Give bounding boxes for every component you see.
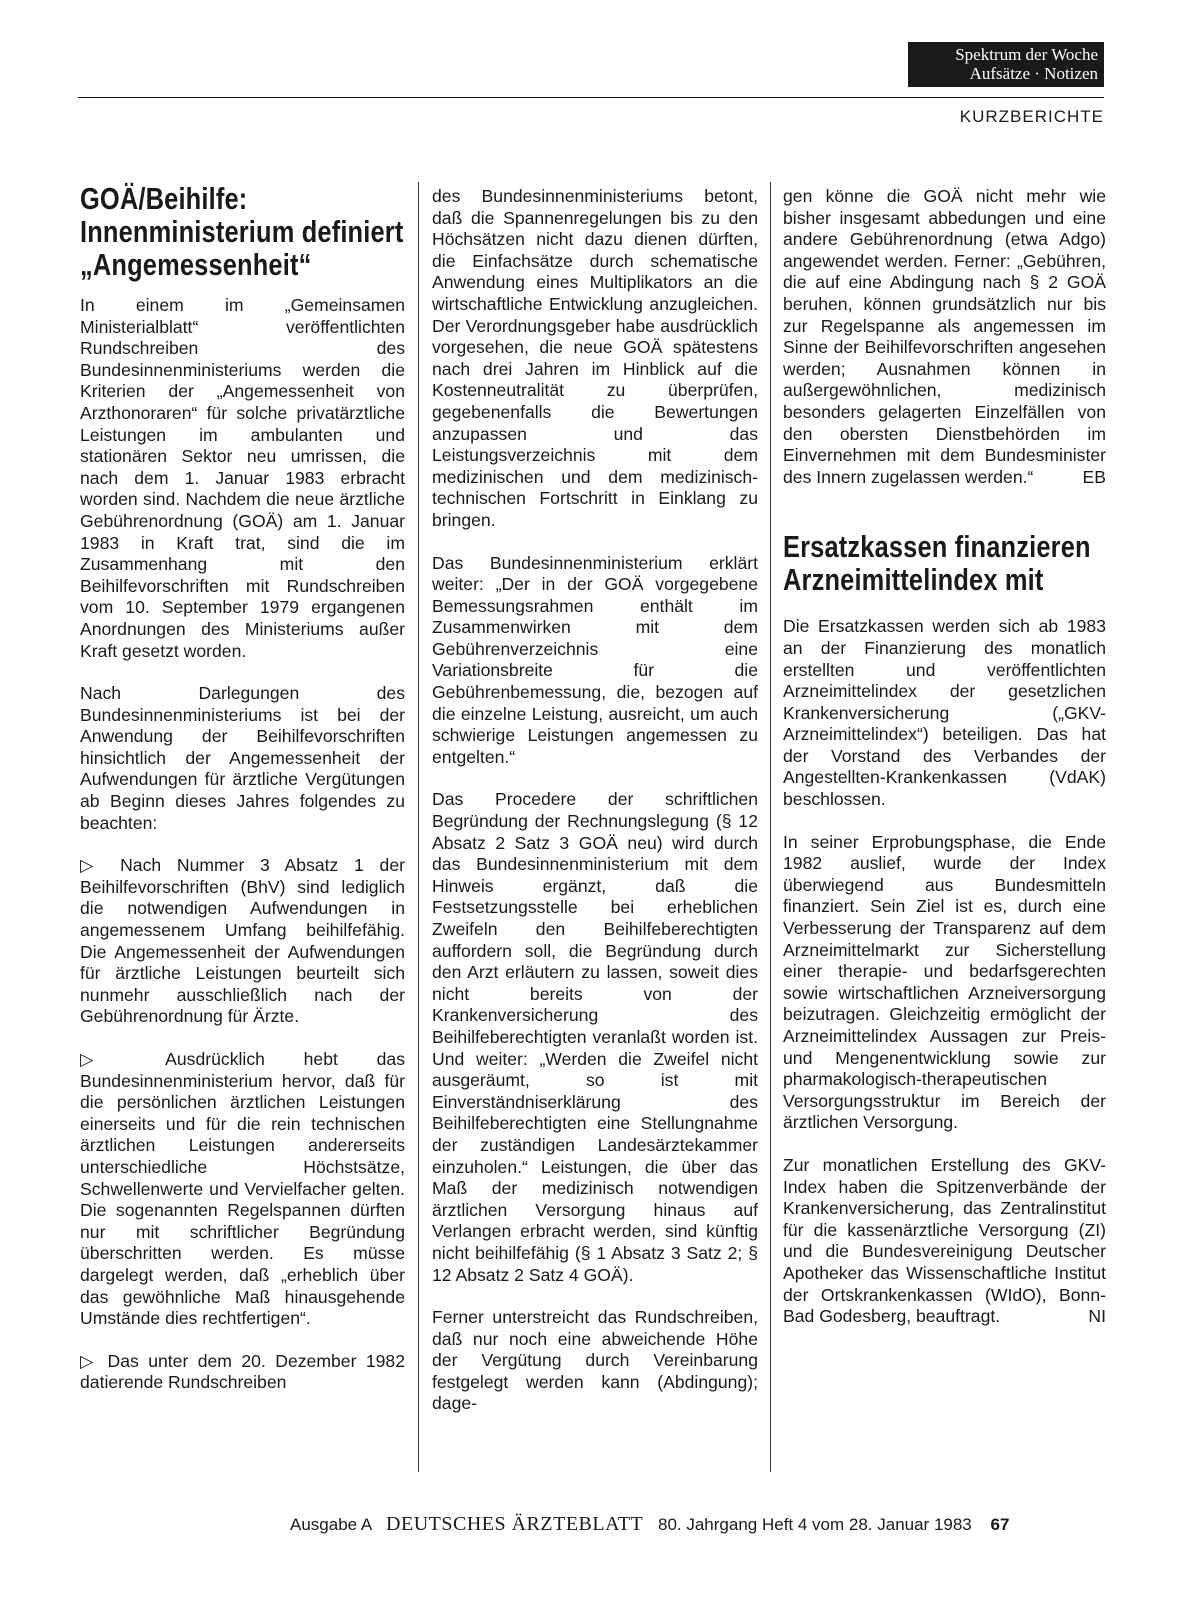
article1-paragraph-7: Das Procedere der schriftlichen Begründung der Rechnungslegung (§ 12 Absatz 2 Satz 3 GOÄ neu) wird durch das Bundesinnenministerium mit dem Hinweis ergänzt, daß die Festsetzungsstelle bei erheblichen Zweifeln den Beihilfeberechtigten auffordern soll, die Begründung durch den Arzt erläutern zu lassen, soweit dies nicht bereits von der Krankenversicherung des Beihilfeberechtigten veranlaßt worden ist. Und weiter: „Werden die Zweifel nicht ausgeräumt, so ist mit Einverständniserklärung des Beihilfeberechtigten eine Stellungnahme der zuständigen Landesärztekammer einzuholen.“ Leistungen, die über das Maß der medizinisch notwendigen ärztlichen Versorgung hinaus auf Verlangen erbracht werden, sind künftig nicht beihilfefähig (§ 1 Absatz 3 Satz 2; § 12 Absatz 2 Satz 4 GOÄ). <box>432 789 758 1285</box>
column-divider-2 <box>770 182 771 1472</box>
page-footer <box>290 1513 1009 1536</box>
article2-title-line2: Arzneimittelindex mit <box>783 562 1044 598</box>
article2-paragraph-1: Die Ersatzkassen werden sich ab 1983 an der Finanzierung des monatlich erstellten und veröffentlichten Arzneimittelindex der gesetzlichen Krankenversicherung („GKV-Arzneimittelindex“) beteiligen. Das hat der Vorstand des Verbandes der Angestellten-Krankenkassen (VdAK) beschlossen. <box>783 616 1106 810</box>
article1-paragraph-8-start: Ferner unterstreicht das Rundschreiben, daß nur noch eine abweichende Höhe der Vergütung durch Vereinbarung festgelegt werden kann (Abdingung); dage- <box>432 1307 758 1414</box>
article1-paragraph-5-cont: des Bundesinnenministeriums betont, daß die Spannenregelungen bis zu den Höchsätzen nicht dazu dienen dürften, die Einfachsätze durch schematische Anwendung eines Multiplikators an die wirtschaftliche Entwicklung anzugleichen. Der Verordnungsgeber habe ausdrücklich vorgesehen, die neue GOÄ spätestens nach drei Jahren im Hinblick auf die Kostenneutralität zu überprüfen, gegebenenfalls die Bewertungen anzupassen und das Leistungsverzeichnis mit dem medizinischen und dem medizinisch-technischen Fortschritt in Einklang zu bringen. <box>432 186 758 530</box>
article1-paragraph-8-cont: gen könne die GOÄ nicht mehr wie bisher insgesamt abbedungen und eine andere Gebührenordnung (etwa Adgo) angewendet werden. Ferner: „Gebühren, die auf eine Abdingung nach § 2 GOÄ beruhen, können grundsätzlich nur bis zur Regelspanne als angemessen im Sinne der Beihilfevorschriften angesehen werden; Ausnahmen können in außergewöhnlichen, medizinisch besonders gelagerten Einzelfällen von den obersten Dienstbehörden im Einvernehmen mit dem Bundesminister des Innern zugelassen werden.“ EB <box>783 186 1106 487</box>
section-label: KURZBERICHTE <box>959 107 1104 126</box>
article2-paragraph-3 <box>783 1155 1106 1328</box>
article1-headline <box>80 182 408 281</box>
article1-title-line1: GOÄ/Beihilfe: <box>80 181 248 216</box>
badge-line-1: Spektrum der Woche <box>955 45 1098 64</box>
footer-issue: 80. Jahrgang Heft 4 vom 28. Januar 1983 <box>658 1515 972 1534</box>
article1-paragraph-5-start: ▷ Das unter dem 20. Dezember 1982 datierende Rundschreiben <box>80 1350 405 1393</box>
article1-paragraph-6: Das Bundesinnenministerium erklärt weiter: „Der in der GOÄ vorgegebene Bemessungsrahmen enthält im Zusammenwirken mit dem Gebührenverzeichnis eine Variationsbreite für die Gebührenbemessung, die, bezogen auf die einzelne Leistung, ausreicht, um auch schwierige Leistungen angemessen zu entgelten.“ <box>432 552 758 767</box>
article1-paragraph-2: Nach Darlegungen des Bundesinnenministeriums ist bei der Anwendung der Beihilfevorschriften hinsichtlich der Angemessenheit der Aufwendungen für ärztliche Vergütungen ab Beginn dieses Jahres folgendes zu beachten: <box>80 683 405 833</box>
column-3 <box>783 186 1106 1328</box>
footer-page-number: 67 <box>990 1515 1010 1534</box>
article1-paragraph-4: ▷ Ausdrücklich hebt das Bundesinnenministerium hervor, daß für die persönlichen ärztlichen Leistungen einerseits und für die rein technischen ärztlichen Leistungen andererseits unterschiedliche Höchstsätze, Schwellenwerte und Vervielfacher gelten. Die sogenannten Regelspannen dürften nur mit schriftlicher Begründung überschritten werden. Es müsse dargelegt werden, daß „erheblich über das gewöhnliche Maß hinausgehende Umstände dies rechtfertigen“. <box>80 1049 405 1329</box>
badge-line-2: Aufsätze · Notizen <box>969 64 1098 83</box>
article1-signature: EB <box>1082 466 1106 487</box>
article1-paragraph-3: ▷ Nach Nummer 3 Absatz 1 der Beihilfevorschriften (BhV) sind lediglich die notwendigen Aufwendungen in angemessenem Umfang beihilfefähig. Die Angemessenheit der Aufwendungen für ärztliche Leistungen beurteilt sich nunmehr ausschließlich nach der Gebührenordnung für Ärzte. <box>80 855 405 1027</box>
column-1 <box>80 182 405 1394</box>
article1-paragraph-1: In einem im „Gemeinsamen Ministerialblatt“ veröffentlichten Rundschreiben des Bundesinnenministeriums werden die Kriterien der „Angemessenheit von Arzthonoraren“ für solche privatärztliche Leistungen im ambulanten und stationären Sektor neu umrissen, die nach dem 1. Januar 1983 erbracht worden sind. Nachdem die neue ärztliche Gebührenordnung (GOÄ) am 1. Januar 1983 in Kraft trat, sind die im Zusammenhang mit den Beihilfevorschriften mit Rundschreiben vom 10. September 1979 ergangenen Anordnungen des Ministeriums außer Kraft gesetzt worden. <box>80 295 405 661</box>
article2-paragraph-3-text: Zur monatlichen Erstellung des GKV-Index haben die Spitzenverbände der Krankenversicherung, das Zentralinstitut für die kassenärztliche Versorgung (ZI) und die Bundesvereinigung Deutscher Apotheker das Wissenschaftliche Institut der Ortskrankenkassen (WIdO), Bonn-Bad Godesberg, beauftragt. <box>783 1154 1106 1327</box>
article2-title-line1: Ersatzkassen finanzieren <box>783 529 1091 565</box>
article2-paragraph-2: In seiner Erprobungsphase, die Ende 1982 auslief, wurde der Index überwiegend aus Bundesmitteln finanziert. Sein Ziel ist es, durch eine Verbesserung der Transparenz auf dem Arzneimittelmarkt zur Sicherstellung einer therapie- und bedarfsgerechten sowie wirtschaftlichen Arzneiversorgung beizutragen. Gleichzeitig ermöglicht der Arzneimittelindex Aussagen zur Preis- und Mengenentwicklung sowie zur pharmakologisch-therapeutischen Versorgungsstruktur im Bereich der ärztlichen Versorgung. <box>783 831 1106 1133</box>
top-rule <box>78 97 1104 98</box>
footer-journal: DEUTSCHES ÄRZTEBLATT <box>386 1513 644 1535</box>
column-divider-1 <box>418 182 419 1472</box>
section-badge <box>908 42 1104 87</box>
footer-edition: Ausgabe A <box>290 1515 372 1534</box>
column-2 <box>432 186 758 1415</box>
article2-headline <box>783 530 1111 596</box>
article2-signature: NI <box>1088 1306 1106 1327</box>
article1-title-line2: Innenministerium definiert <box>80 214 404 249</box>
article1-title-line3: „Angemessenheit“ <box>80 247 312 282</box>
